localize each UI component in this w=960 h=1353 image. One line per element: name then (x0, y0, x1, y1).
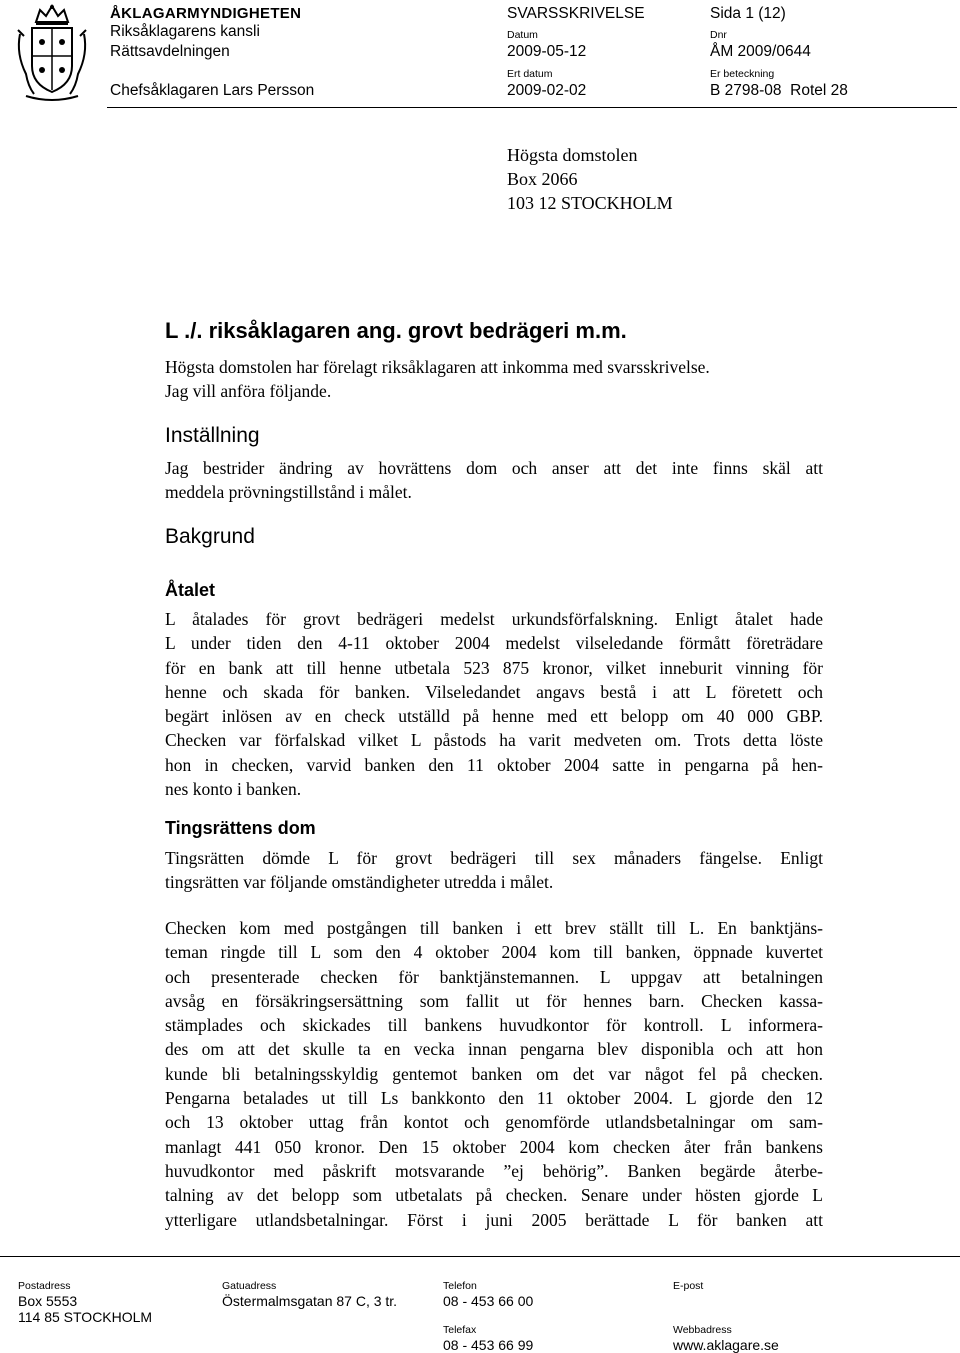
text-line: Jag bestrider ändring av hovrättens dom och anser att det inte finns skäl att (165, 458, 823, 478)
datum-value: 2009-05-12 (507, 43, 587, 60)
unit-name: Riksåklagarens kansli (110, 23, 260, 40)
text-line: nes konto i banken. (165, 779, 302, 800)
header-rule (107, 107, 957, 108)
ert-datum-value: 2009-02-02 (507, 82, 587, 99)
text-line: för en bank att till henne utbetala 523 875 kronor, vilket inneburit vinning för (165, 657, 823, 678)
footer-rule (0, 1256, 960, 1257)
gatuadress-value: Östermalmsgatan 87 C, 3 tr. (222, 1293, 398, 1309)
agency-name: ÅKLAGARMYNDIGHETEN (110, 5, 302, 22)
er-beteckning-label: Er beteckning (710, 68, 775, 80)
text-line: meddela prövningstillstånd i målet. (165, 482, 412, 503)
heading-atalet: Åtalet (165, 580, 216, 600)
heading-bakgrund: Bakgrund (165, 525, 255, 548)
dnr-label: Dnr (710, 29, 727, 41)
telefon-value: 08 - 453 66 00 (443, 1293, 534, 1309)
text-line: stämplades och skickades till bankens huvudkontor för kontroll. L informera- (165, 1015, 823, 1036)
author-name: Chefsåklagaren Lars Persson (110, 82, 315, 99)
coat-of-arms-logo (14, 4, 90, 104)
tingsratt-paragraph-2 (165, 916, 823, 1232)
postadress-line1: Box 5553 (18, 1293, 78, 1309)
text-line: Jag vill anföra följande. (165, 381, 332, 402)
epost-label: E-post (673, 1280, 704, 1292)
text-line: och 13 oktober uttag från kontot och genomförde utlandsbetalningar om sam- (165, 1112, 823, 1133)
text-line: teman ringde till L som den 4 oktober 2004 kom till banken, öppnade kuvertet (165, 942, 823, 963)
installning-paragraph (165, 456, 823, 505)
department-name: Rättsavdelningen (110, 43, 230, 60)
ert-datum-label: Ert datum (507, 68, 553, 80)
text-line: manlagt 441 050 kronor. Den 15 oktober 2004 kom checken åter från bankens (165, 1136, 823, 1157)
text-line: L åtalades för grovt bedrägeri medelst urkundsförfalskning. Enligt åtalet hade (165, 609, 823, 629)
postadress-label: Postadress (18, 1280, 71, 1292)
webbadress-label: Webbadress (673, 1324, 732, 1336)
datum-label: Datum (507, 29, 538, 41)
heading-tingsratt: Tingsrättens dom (165, 818, 316, 838)
dnr-value: ÅM 2009/0644 (710, 43, 811, 60)
heading-installning: Inställning (165, 424, 260, 447)
telefon-label: Telefon (443, 1280, 477, 1292)
intro-paragraph (165, 355, 710, 404)
text-line: kunde bli betalningsskyldig gentemot banken om det var något fel på checken. (165, 1063, 823, 1084)
atalet-paragraph (165, 607, 823, 801)
text-line: ytterligare utlandsbetalningar. Först i juni 2005 berättade L för banken att (165, 1209, 823, 1230)
address-line: Högsta domstolen (507, 145, 638, 165)
text-line: L under tiden den 4-11 oktober 2004 medelst vilseledande förmått företrädare (165, 633, 823, 654)
text-line: tingsrätten var följande omständigheter utredda i målet. (165, 872, 554, 893)
text-line: henne och skada för banken. Vilseledandet angavs bestå i att L företett och (165, 681, 823, 702)
text-line: Tingsrätten dömde L för grovt bedrägeri till sex månaders fängelse. Enligt (165, 848, 823, 868)
text-line: Checken kom med postgången till banken i ett brev ställt till L. En banktjäns- (165, 918, 823, 938)
text-line: des om att det skulle ta en vecka innan pengarna blev disponibla och att hon (165, 1039, 823, 1060)
page-number: Sida 1 (12) (710, 5, 786, 22)
gatuadress-label: Gatuadress (222, 1280, 277, 1292)
postadress-line2: 114 85 STOCKHOLM (18, 1309, 153, 1325)
document-title: L ./. riksåklagaren ang. grovt bedrägeri m.m. (165, 318, 627, 343)
document-type: SVARSSKRIVELSE (507, 5, 645, 22)
tingsratt-paragraph-1 (165, 846, 823, 895)
text-line: begärt inlösen av en check utställd på henne med ett belopp om 40 000 GBP. (165, 706, 823, 727)
text-line: hon in checken, varvid banken den 11 oktober 2004 satte in pengarna på hen- (165, 754, 823, 775)
text-line: talning av det belopp som utbetalats på checken. Senare under hösten gjorde L (165, 1185, 823, 1206)
webbadress-link[interactable]: www.aklagare.se (673, 1337, 779, 1353)
text-line: Högsta domstolen har förelagt riksåklagaren att inkomma med svarsskrivelse. (165, 357, 710, 377)
text-line: Checken var förfalskad vilket L påstods ha varit medveten om. Trots detta löste (165, 730, 823, 751)
telefax-label: Telefax (443, 1324, 477, 1336)
recipient-address (507, 143, 673, 215)
text-line: avsåg en försäkringsersättning som fallit ut för hennes barn. Checken kassa- (165, 990, 823, 1011)
telefax-value: 08 - 453 66 99 (443, 1337, 534, 1353)
address-line: 103 12 STOCKHOLM (507, 193, 673, 213)
er-beteckning-value: B 2798-08 Rotel 28 (710, 82, 848, 99)
text-line: huvudkontor med påskrift motsvarande ”ej behörig”. Banken begärde återbe- (165, 1160, 823, 1181)
text-line: och presenterade checken för banktjänstemannen. L uppgav att betalningen (165, 966, 823, 987)
text-line: Pengarna betalades ut till Ls bankkonto den 11 oktober 2004. L gjorde den 12 (165, 1088, 823, 1109)
address-line: Box 2066 (507, 169, 578, 189)
